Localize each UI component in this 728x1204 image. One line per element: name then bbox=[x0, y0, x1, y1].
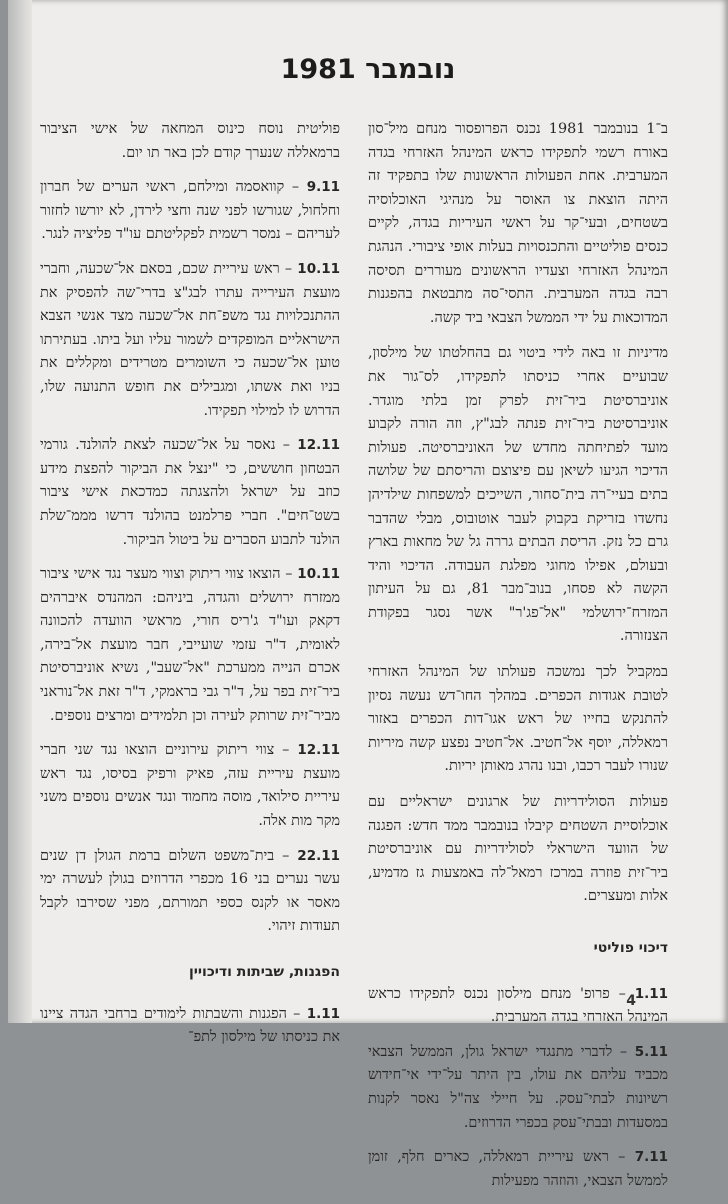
continued-paragraph: פוליטית נוסח כינוס המחאה של אישי הציבור ברמאללה שנערך קודם לכן באר תו יום. bbox=[40, 121, 340, 161]
entry-text: – לדברי מתנגדי ישראל גולן, הממשל הצבאי מכביד עליהם את עולו, בין היתר על־ידי אי־חידוש רשיונות לבתי־עסק. על חיילי צה"ל נאסר לקנות במסעדות ובבתי־עסק בכפרי הדרוזים. bbox=[368, 1043, 668, 1131]
entry-text: – הוצאו צווי ריתוק וצווי מעצר נגד אישי ציבור ממזרח ירושלים והגדה, ביניהם: המהנדס איברהים דקאק ועו"ד ג'ריס חורי, מראשי הוועדה להכוונה לאומית, ד"ר עזמי שועייבי, חבר מועצת אל־בירה, אכרם הנייה ממערכת "אל־שעב", נשיא אוניברסיטת ביר־זית בפר על, ד"ר גבי בראמקי, ד"ר זאת אל־נוראני מביר־זית שרותק לעירה וכן תלמידים ומרצים נוספים. bbox=[40, 566, 340, 724]
page-binding-shadow bbox=[8, 0, 32, 1023]
paragraph: מדיניות זו באה לידי ביטוי גם בהחלטתו של מילסון, שבועיים אחרי כניסתו לתפקידו, לס־גור את אוניברסיטת ביר־זית לפרק זמן בלתי מוגדר. אוניברסיטת ביר־זית פנתה לבג"ץ, וזה הורה לקבוע מועד לפתיחתה מחדש של האוניברסיטה. פעולות הדיכוי הגיעו לשיאן עם פיצוצם והריסתם של שלושה בתים בעיי־רה בית־סחור, השייכים למשפחות שילדיהן נחשדו בזריקת בקבוק לעבר אוטובוס, מבלי שהדבר גרם כל נזק. הריסת הבתים גררה גל של מחאות בארץ ובעולם, אפילו מחוגי מפלגת העבודה. הדיכוי והיד הקשה לא פסחו, בנוב־מבר 81, גם על העיתון המזרח־ירושלמי "אל־פג'ר" אשר נסגר בפקודת הצנזורה. bbox=[368, 345, 668, 645]
entry-date: 12.11 bbox=[297, 742, 341, 759]
chronology-entry bbox=[40, 845, 340, 939]
entry-date: 7.11 bbox=[634, 1149, 668, 1166]
chronology-entry bbox=[40, 1003, 340, 1050]
entry-date: 1.11 bbox=[306, 1005, 340, 1022]
entry-text: – בית־משפט השלום ברמת הגולן דן שנים עשר נערים בני 16 מכפרי הדרוזים בגולן לעשרה ימי מאסר או לקנס כספי תמורתם, מפני שסירבו לקבל תעודות זיהוי. bbox=[40, 847, 340, 935]
entry-text: – צווי ריתוק עירוניים הוצאו נגד שני חברי מועצת עיריית עזה, פאיק ורפיק בסיסו, נגד ראש עיריית סילואד, מוסה מחמוד ונגד אנשים נוספים משני מקר מות אלה. bbox=[40, 742, 340, 830]
chronology-entry bbox=[40, 258, 340, 423]
entry-text: – קוואסמה ומילחם, ראשי הערים של חברון וחלחול, שגורשו לפני שנה וחצי לירדן, לא יורשו לחזור לעריהם – נמסר רשמית לפקליטתם עו"ד פליציה לנגר. bbox=[40, 179, 340, 243]
entry-text: – ראש עיריית שכם, בסאם אל־שכעה, וחברי מועצת העירייה עתרו לבג"צ בדרי־שה להפסיק את ההתנכלויות נגד משפ־חת אל־שכעה מצד אנשי הצבא הישראליים המופקדים לשמור עליו ועל ביתו. בעתירתו טוען אל־שכעה כי השומרים מטרידים ומקללים את בניו ואת אשתו, ומגבילים את חופש התנועה שלו, הדרוש לו למילוי תפקידו. bbox=[40, 260, 340, 419]
section-heading: דיכוי פוליטי bbox=[593, 940, 668, 956]
entry-date: 9.11 bbox=[306, 179, 341, 196]
chronology-entry bbox=[40, 739, 340, 833]
entry-date: 10.11 bbox=[297, 260, 340, 277]
entry-text: – ראש עיריית רמאללה, כארים חלף, זומן לממשל הצבאי, והוזהר מפעילות bbox=[368, 1149, 668, 1189]
paragraph: במקביל לכך נמשכה פעולתו של המינהל האזרחי לטובת אגודות הכפרים. במהלך החו־דש נעשה נסיון להתנקש בחייו של ראש אגו־דות הכפרים באזור רמאללה, יוסף אל־חטיב. אל־חטיב נפצע קשה מיריות שנורו לעבר רכבו, ובנו נהרג מאותן יריות. bbox=[368, 664, 668, 775]
page-title: נובמבר 1981 bbox=[280, 54, 456, 85]
entry-text: – פרופ' מנחם מילסון נכנס לתפקידו כראש המינהל האזרחי בגדה המערבית. bbox=[368, 985, 668, 1026]
entry-date: 1.11 bbox=[634, 985, 668, 1002]
chronology-entry bbox=[368, 1041, 668, 1135]
left-column bbox=[40, 118, 340, 1061]
paragraph: ב־1 בנובמבר 1981 נכנס הפרופסור מנחם מיל־סון באורח רשמי לתפקידו כראש המינהל האזרחי בגדה המערבית. אחת הפעולות הראשונות שלו בתפקיד זה היתה הוצאת צו האוסר על מנהיגי האוכלוסיה בשטחים, ובעי־קר על ראשי העיריות בגדה, לקיים כנסים פוליטיים והתכנסויות בעלות אופי ציבורי. הנהגת המינהל האזרחי וצעדיו הראשונים מעוררים תסיסה רבה בגדה המערבית. התסי־סה מתבטאת בהפגנות המדוכאות על ידי הממשל הצבאי ביד קשה. bbox=[368, 121, 668, 326]
section-heading: הפגנות, שביתות ודיכויין bbox=[188, 964, 340, 980]
chronology-entry bbox=[368, 1146, 668, 1193]
page-number: 4 bbox=[626, 993, 636, 1009]
entry-date: 12.11 bbox=[297, 437, 340, 454]
entry-date: 10.11 bbox=[297, 566, 340, 583]
document-page bbox=[8, 0, 728, 1189]
chronology-entry bbox=[368, 983, 668, 1030]
right-column bbox=[368, 118, 668, 1204]
entry-text: – הפגנות והשבתות לימודים ברחבי הגדה ציינו את כניסתו של מילסון לתפ־ bbox=[40, 1005, 340, 1046]
entry-date: 5.11 bbox=[634, 1043, 669, 1060]
paragraph: פעולות הסולידריות של ארגונים ישראליים עם אוכלוסיית השטחים קיבלו בנובמבר ממד חדש: הפגנה של הוועד הישראלי לסולידריות עם אוניברסיטת ביר־זית פוזרה במרכז רמאל־לה באמצעות גז מדמיע, אלות ומעצרים. bbox=[368, 794, 668, 905]
chronology-entry bbox=[40, 563, 340, 728]
chronology-entry bbox=[40, 176, 340, 247]
entry-date: 22.11 bbox=[297, 847, 340, 864]
chronology-entry bbox=[40, 434, 340, 552]
entry-text: – נאסר על אל־שכעה לצאת להולנד. גורמי הבטחון חוששים, כי "ינצל את הביקור להפצת מידע כוזב על ישראל ולהצגתה כמדכאת אישי ציבור בשט־חים". חברי פרלמנט בהולנד דרשו מממ־שלת הולנד לתבוע הסברים על ביטול הביקור. bbox=[40, 437, 340, 548]
